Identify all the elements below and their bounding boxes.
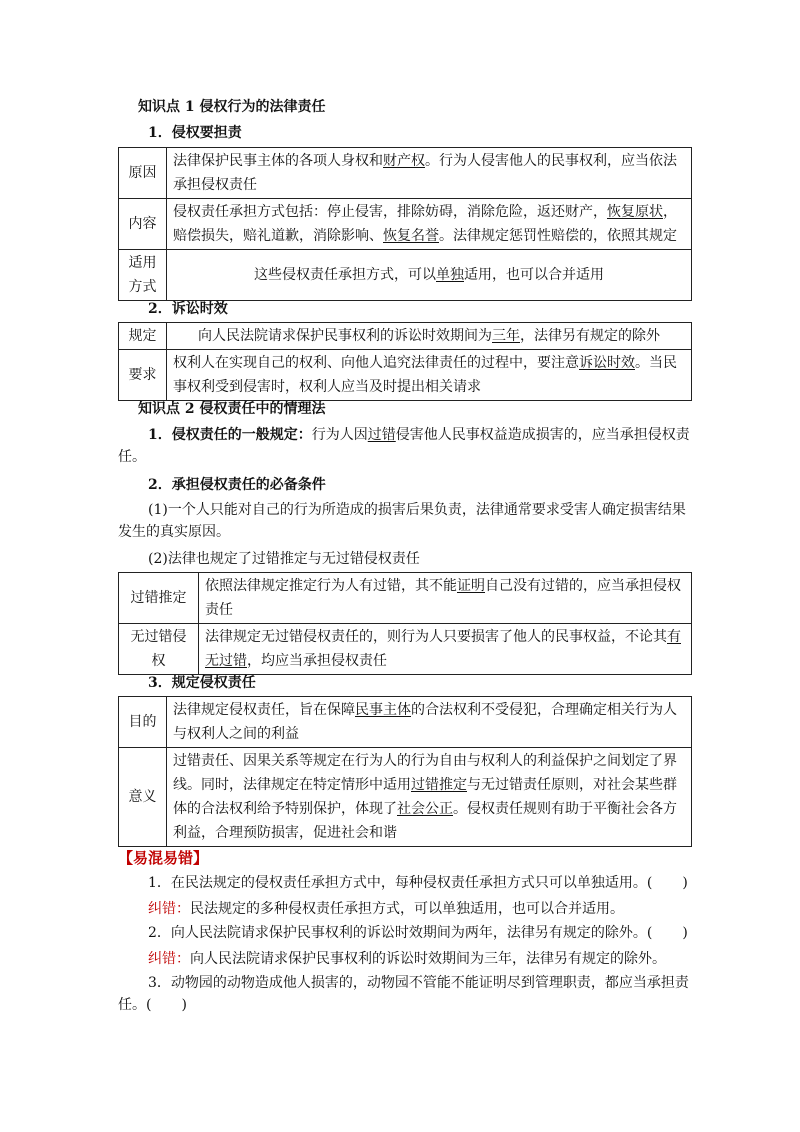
underlined-answer: 财产权	[383, 153, 425, 169]
trap-correction-1	[148, 898, 624, 920]
row-content	[167, 323, 692, 350]
k2-p3-heading: 3．规定侵权责任	[148, 675, 256, 691]
trap-question-3	[118, 972, 692, 1017]
text-segment: 与无过错责任原则，对社会某些群体的合法权利给予特别保护，体现了	[173, 777, 677, 817]
underlined-answer: 证明	[457, 578, 485, 594]
trap-question-text: 3．动物园的动物造成他人损害的，动物园不管能不能证明尽到管理职责，都应当承担责任。(	[118, 975, 689, 1014]
correction-text: 向人民法院请求保护民事权利的诉讼时效期间为三年，法律另有规定的除外。	[190, 951, 666, 967]
text-segment: 法律规定侵权责任，旨在保障	[173, 702, 355, 718]
text-segment: 权利人在实现自己的权利、向他人追究法律责任的过程中，要注意	[173, 355, 579, 371]
answer-paren-close: )	[682, 925, 688, 941]
text-segment: 向人民法院请求保护民事权利的诉讼时效期间为	[198, 328, 492, 344]
row-content	[167, 697, 692, 748]
text-segment: 。侵权责任规则有助于平衡社会各方利益，合理预防损害，促进社会和谐	[173, 801, 677, 841]
row-content	[167, 148, 692, 199]
k1-s2-table	[118, 322, 692, 401]
table-row	[119, 573, 692, 624]
k1-s1-table	[118, 147, 692, 301]
row-content	[167, 748, 692, 847]
row-label: 无过错侵权	[119, 624, 199, 675]
row-label: 过错推定	[119, 573, 199, 624]
underlined-answer: 三年	[492, 328, 520, 344]
underlined-answer: 恢复名誉	[383, 228, 439, 244]
row-label: 意义	[119, 748, 167, 847]
underlined-answer: 有无过错	[205, 629, 681, 669]
trap-correction-2	[148, 948, 666, 970]
k2-general-rule	[118, 424, 692, 469]
text-segment: ，赔偿损失，赔礼道歉，消除影响、	[173, 204, 677, 244]
trap-question-text: 1．在民法规定的侵权责任承担方式中，每种侵权责任承担方式只可以单独适用。(	[148, 875, 653, 891]
k2-p1-heading: 1．侵权责任的一般规定：	[148, 427, 312, 443]
row-content	[167, 250, 692, 301]
text-segment: ，法律另有规定的除外	[520, 328, 660, 344]
k2-p2-heading: 2．承担侵权责任的必备条件	[148, 477, 326, 493]
table-row	[119, 199, 692, 250]
text-segment: 。法律规定惩罚性赔偿的，依照其规定	[439, 228, 677, 244]
row-label: 目的	[119, 697, 167, 748]
k2-p2-table	[118, 572, 692, 675]
trap-question-1	[148, 872, 688, 894]
text-segment: 适用，也可以合并适用	[464, 267, 604, 283]
row-label: 规定	[119, 323, 167, 350]
answer-paren-close: )	[682, 875, 688, 891]
table-row	[119, 748, 692, 847]
text-segment: 这些侵权责任承担方式，可以	[254, 267, 436, 283]
trap-question-text: 2．向人民法院请求保护民事权利的诉讼时效期间为两年，法律另有规定的除外。(	[148, 925, 653, 941]
k1-title: 知识点 1 侵权行为的法律责任	[138, 99, 326, 115]
table-row	[119, 350, 692, 401]
text-segment: 。行为人侵害他人的民事权利，应当依法承担侵权责任	[173, 153, 677, 193]
row-content	[199, 624, 692, 675]
table-row	[119, 250, 692, 301]
row-label: 原因	[119, 148, 167, 199]
correction-label: 纠错：	[148, 901, 190, 917]
table-row	[119, 148, 692, 199]
text-segment: 行为人因	[311, 427, 368, 443]
text-segment: 的合法权利不受侵犯，合理确定相关行为人与权利人之间的利益	[173, 702, 677, 742]
correction-text: 民法规定的多种侵权责任承担方式，可以单独适用，也可以合并适用。	[190, 901, 624, 917]
underlined-answer: 社会公正	[397, 801, 453, 817]
text-segment: 侵权责任承担方式包括：停止侵害，排除妨碍，消除危险，返还财产，	[173, 204, 607, 220]
text-segment: 侵害他人民事权益造成损害的，应当承担侵权责任。	[118, 427, 690, 466]
k2-p2-item1: (1)一个人只能对自己的行为所造成的损害后果负责，法律通常要求受害人确定损害结果发生的真实原因。	[118, 502, 686, 541]
text-segment: 。当民事权利受到侵害时，权利人应当及时提出相关请求	[173, 355, 677, 395]
row-content	[167, 199, 692, 250]
underlined-answer: 民事主体	[355, 702, 411, 718]
text-segment: 法律规定无过错侵权责任的，则行为人只要损害了他人的民事权益，不论其	[205, 629, 667, 645]
traps-title: 【易混易错】	[118, 849, 209, 867]
text-segment: 自己没有过错的，应当承担侵权责任	[205, 578, 681, 618]
text-segment: 法律保护民事主体的各项人身权和	[173, 153, 383, 169]
text-segment: 过错责任、因果关系等规定在行为人的行为自由与权利人的利益保护之间划定了界线。同时，法律规定在特定情形中适用	[173, 753, 677, 793]
underlined-answer: 单独	[436, 267, 464, 283]
k2-p3-table	[118, 696, 692, 847]
k1-s2-heading: 2．诉讼时效	[148, 301, 228, 317]
trap-question-2	[148, 922, 688, 944]
underlined-answer: 诉讼时效	[579, 355, 635, 371]
underlined-answer: 过错推定	[411, 777, 467, 793]
row-label: 内容	[119, 199, 167, 250]
k2-p2-item2: (2)法律也规定了过错推定与无过错侵权责任	[148, 551, 420, 567]
k1-s1-heading: 1．侵权要担责	[148, 125, 242, 141]
table-row	[119, 697, 692, 748]
row-content	[167, 350, 692, 401]
table-row	[119, 323, 692, 350]
correction-label: 纠错：	[148, 951, 190, 967]
text-segment: ，均应当承担侵权责任	[247, 653, 387, 669]
underlined-answer: 恢复原状	[607, 204, 663, 220]
text-segment: 依照法律规定推定行为人有过错，其不能	[205, 578, 457, 594]
row-label: 要求	[119, 350, 167, 401]
row-label: 适用方式	[119, 250, 167, 301]
answer-paren-close: )	[181, 997, 187, 1014]
row-content	[199, 573, 692, 624]
k2-title: 知识点 2 侵权责任中的情理法	[138, 401, 326, 417]
underlined-answer: 过错	[367, 427, 396, 443]
table-row	[119, 624, 692, 675]
